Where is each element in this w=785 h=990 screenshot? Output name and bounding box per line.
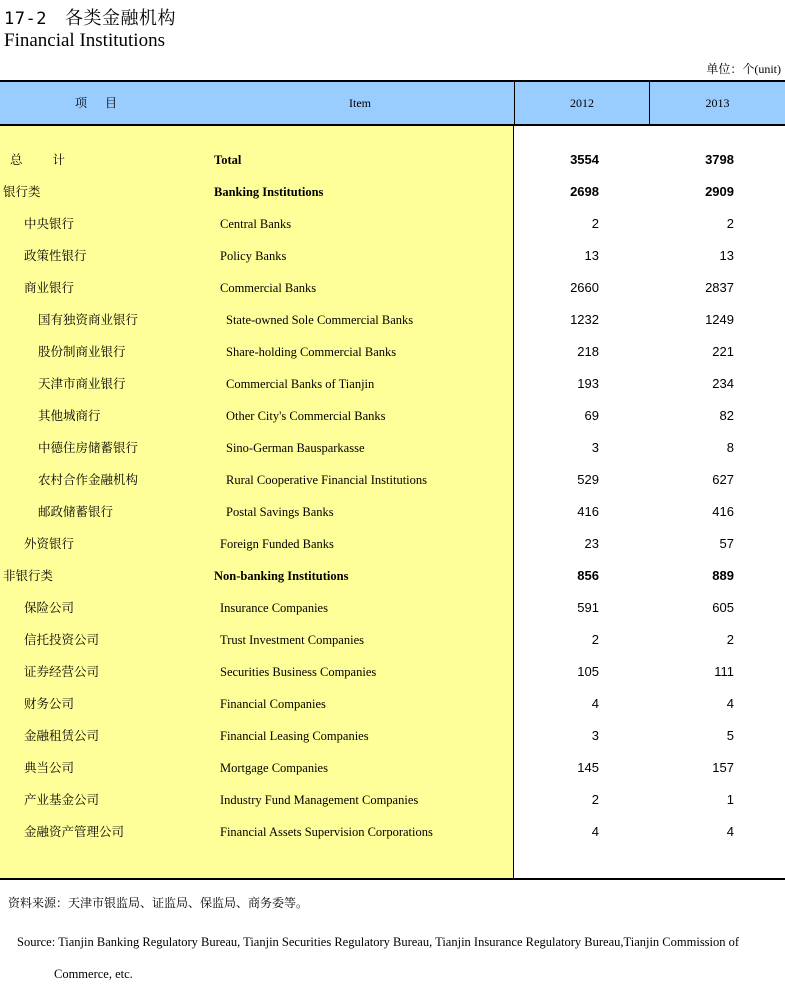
value-2012: 23	[584, 536, 599, 551]
row-label-cn: 天津市商业银行	[38, 376, 126, 391]
table-row	[0, 816, 785, 848]
header-2013: 2013	[705, 96, 730, 110]
value-2012: 591	[577, 600, 599, 615]
row-label-cn: 外资银行	[24, 536, 75, 551]
table-header	[0, 82, 785, 126]
unit-label	[706, 60, 781, 77]
value-2013: 605	[712, 600, 734, 615]
value-2012: 105	[577, 664, 599, 679]
table-number: 17-2	[4, 9, 47, 29]
value-2013: 1249	[705, 312, 734, 327]
value-2013: 2909	[705, 184, 734, 199]
row-label-cn: 商业银行	[24, 280, 75, 295]
row-label-cn: 金融租赁公司	[24, 728, 100, 743]
value-2013: 111	[714, 664, 734, 679]
table-row	[0, 688, 785, 720]
value-2012: 2660	[570, 280, 599, 295]
value-2012: 4	[591, 824, 599, 839]
value-2012: 856	[577, 568, 599, 583]
source-note-cn: 资料来源：天津市银监局、证监局、保监局、商务委等。	[8, 896, 309, 910]
row-label-en: Commercial Banks	[220, 281, 317, 295]
value-2012: 2698	[570, 184, 599, 199]
row-label-cn: 国有独资商业银行	[38, 312, 139, 327]
header-item-en: Item	[349, 96, 371, 110]
value-2012: 529	[577, 472, 599, 487]
unit-en: (unit)	[754, 62, 781, 76]
header-2012: 2012	[570, 96, 594, 110]
row-label-en: Mortgage Companies	[220, 761, 328, 775]
table-row	[0, 752, 785, 784]
row-label-cn: 银行类	[3, 184, 41, 199]
row-label-en: State-owned Sole Commercial Banks	[226, 313, 414, 327]
table-row	[0, 592, 785, 624]
value-2012: 416	[577, 504, 599, 519]
table-row	[0, 560, 785, 592]
table-row	[0, 144, 785, 176]
value-2013: 2	[726, 216, 734, 231]
unit-cn: 单位：个	[706, 62, 755, 76]
row-label-cn: 信托投资公司	[24, 632, 100, 647]
table-row	[0, 368, 785, 400]
value-2013: 3798	[705, 152, 734, 167]
row-label-cn: 典当公司	[24, 760, 75, 775]
row-label-cn: 金融资产管理公司	[24, 824, 125, 839]
row-label-en: Other City's Commercial Banks	[226, 409, 386, 423]
row-label-en: Financial Leasing Companies	[220, 729, 369, 743]
value-2013: 4	[726, 824, 734, 839]
row-label-cn: 农村合作金融机构	[38, 472, 139, 487]
row-label-en: Policy Banks	[220, 249, 287, 263]
table-row	[0, 464, 785, 496]
table-row	[0, 432, 785, 464]
value-2013: 627	[712, 472, 734, 487]
row-label-en: Commercial Banks of Tianjin	[226, 377, 375, 391]
row-label-en: Central Banks	[220, 217, 292, 231]
value-2013: 157	[712, 760, 734, 775]
value-2013: 2	[726, 632, 734, 647]
value-2013: 8	[726, 440, 734, 455]
value-2013: 4	[726, 696, 734, 711]
row-label-cn: 政策性银行	[24, 248, 87, 263]
table-row	[0, 496, 785, 528]
table-row	[0, 720, 785, 752]
value-2012: 2	[591, 632, 599, 647]
value-2013: 889	[712, 568, 734, 583]
row-label-en: Financial Companies	[220, 697, 326, 711]
row-label-en: Banking Institutions	[214, 185, 324, 199]
row-label-en: Insurance Companies	[220, 601, 328, 615]
value-2013: 1	[726, 792, 734, 807]
value-2012: 3	[591, 728, 599, 743]
row-label-cn: 中央银行	[24, 216, 75, 231]
row-label-en: Sino-German Bausparkasse	[226, 441, 365, 455]
table-row	[0, 240, 785, 272]
page-title-cn	[4, 4, 176, 30]
value-2012: 2	[591, 216, 599, 231]
value-2012: 69	[584, 408, 599, 423]
header-item-cn: 项目	[74, 96, 135, 110]
table-row	[0, 336, 785, 368]
row-label-cn: 邮政储蓄银行	[38, 504, 114, 519]
source-en-line2: Commerce, etc.	[54, 967, 133, 981]
value-2013: 13	[719, 248, 734, 263]
row-label-en: Trust Investment Companies	[220, 633, 364, 647]
value-2013: 82	[719, 408, 734, 423]
row-label-cn: 保险公司	[24, 600, 75, 615]
value-2013: 416	[712, 504, 734, 519]
value-2013: 234	[712, 376, 734, 391]
row-label-en: Non-banking Institutions	[214, 569, 349, 583]
data-table	[0, 80, 785, 880]
row-label-en: Securities Business Companies	[220, 665, 377, 679]
value-2012: 218	[577, 344, 599, 359]
table-row	[0, 304, 785, 336]
value-2012: 4	[591, 696, 599, 711]
row-label-cn: 其他城商行	[38, 408, 101, 423]
row-label-en: Share-holding Commercial Banks	[226, 345, 397, 359]
table-row	[0, 272, 785, 304]
table-row	[0, 624, 785, 656]
value-2013: 221	[712, 344, 734, 359]
table-row	[0, 176, 785, 208]
row-label-en: Financial Assets Supervision Corporations	[220, 825, 433, 839]
table-row	[0, 656, 785, 688]
value-2012: 13	[584, 248, 599, 263]
row-label-cn: 中德住房储蓄银行	[38, 440, 139, 455]
table-row	[0, 208, 785, 240]
row-label-en: Total	[214, 153, 242, 167]
value-2012: 145	[577, 760, 599, 775]
table-row	[0, 784, 785, 816]
row-label-cn: 证券经营公司	[24, 664, 100, 679]
row-label-en: Postal Savings Banks	[226, 505, 334, 519]
row-label-cn: 非银行类	[3, 568, 54, 583]
row-label-en: Rural Cooperative Financial Institutions	[226, 473, 428, 487]
row-label-cn: 股份制商业银行	[38, 344, 126, 359]
value-2012: 1232	[570, 312, 599, 327]
value-2012: 2	[591, 792, 599, 807]
row-label-cn: 总计	[10, 152, 96, 167]
table-row	[0, 400, 785, 432]
source-en-line1: Source: Tianjin Banking Regulatory Bureau, Tianjin Securities Regulatory Bureau, Tianjin Insurance Regulatory Bureau,Tianjin Commission of	[17, 935, 740, 949]
value-2013: 5	[726, 728, 734, 743]
source-note-en	[17, 926, 779, 990]
value-2012: 3	[591, 440, 599, 455]
value-2012: 193	[577, 376, 599, 391]
value-2012: 3554	[570, 152, 599, 167]
row-label-en: Industry Fund Management Companies	[220, 793, 419, 807]
page-title-en: Financial Institutions	[4, 30, 165, 51]
title-cn-text: 各类金融机构	[64, 8, 176, 29]
row-label-cn: 财务公司	[24, 696, 75, 711]
row-label-en: Foreign Funded Banks	[220, 537, 334, 551]
row-label-cn: 产业基金公司	[24, 792, 100, 807]
value-2013: 2837	[705, 280, 734, 295]
table-row	[0, 528, 785, 560]
value-2013: 57	[719, 536, 734, 551]
